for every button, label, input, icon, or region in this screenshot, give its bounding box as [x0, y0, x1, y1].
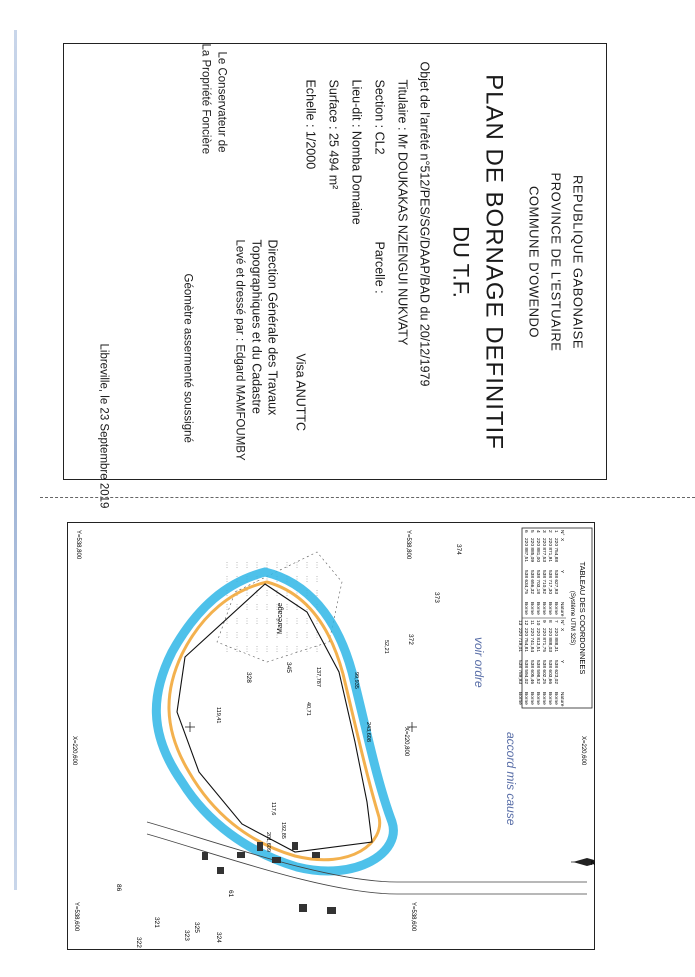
parcel-number: 328 [245, 672, 252, 683]
grid-crosses [185, 722, 417, 732]
table-cell: 2 [547, 530, 552, 533]
dimension-labels [215, 640, 389, 852]
parcel-number: 61 [227, 890, 234, 898]
echelle-line: Echelle : 1/2000 [303, 79, 317, 169]
orange-highlight [169, 582, 380, 860]
conservateur-line-2: La Propriété Foncière [199, 43, 211, 154]
conservateur-line-1: Le Conservateur de [215, 51, 227, 153]
road-line-1 [147, 822, 587, 882]
parcel-number: 323 [183, 930, 190, 941]
table-title: TABLEAU DES COORDONNEES [578, 561, 587, 675]
table-cell: 10 [535, 620, 540, 626]
table-cell: 538 602,25 [541, 660, 546, 685]
table-cell: 13 [517, 620, 522, 626]
plan-title: PLAN DE BORNAGE DEFINITIF [480, 73, 507, 450]
table-cell: 220 887,51 [523, 538, 528, 563]
table-cell: Borne [523, 692, 528, 705]
table-header-cell: Y [559, 660, 564, 664]
handwriting-note-1: voir ordre [472, 637, 486, 688]
table-cell: 4 [535, 530, 540, 533]
geometre-line: Géomètre assermenté soussigné [181, 273, 193, 443]
table-cell: 220 885,09 [529, 538, 534, 563]
north-label: N [591, 861, 595, 867]
parcel-number: 374 [455, 544, 462, 555]
handwriting-note-2: accord mis cause [504, 732, 518, 826]
table-header-cell: Y [559, 570, 564, 574]
grid-label-x-left: X=220,600 [71, 736, 77, 766]
direction-line-1: Direction Générale des Travaux [265, 239, 279, 415]
table-cell: Borne [535, 692, 540, 705]
table-cell: 538 789,93 [517, 660, 522, 685]
lieu-dit-line: Lieu-dit : Nomba Domaine [349, 79, 363, 225]
blue-highlight [156, 572, 393, 871]
table-cell: 9 [541, 620, 546, 623]
table-cell: Borne [529, 602, 534, 615]
dimension-label: 192,85 [280, 822, 286, 839]
table-cell: 538 656,32 [529, 570, 534, 595]
table-cell: Borne [547, 692, 552, 705]
title-block [63, 43, 607, 508]
country-name: REPUBLIQUE GABONAISE [570, 174, 585, 349]
table-cell: 538 594,02 [523, 660, 528, 685]
table-cell: 220 871,75 [541, 628, 546, 653]
commune-name: COMMUNE D'OWENDO [526, 185, 541, 338]
parcel-number: 324 [215, 932, 222, 943]
table-cell: 538 623,02 [553, 660, 558, 685]
table-cell: Borne [535, 602, 540, 615]
table-cell: Borne [541, 692, 546, 705]
table-header-cell: N° [559, 530, 564, 536]
table-cell: 7 [553, 620, 558, 623]
dimension-label: 40,71 [305, 702, 311, 716]
visa-line: Visa ANUTTC [293, 353, 307, 431]
table-cell: 220 813,51 [535, 628, 540, 653]
grid-label-x-center: X=220,800 [403, 727, 409, 757]
grid-label-y-mid-top: Y=538,800 [405, 530, 411, 560]
grid-label-y-top: Y=538,800 [75, 530, 81, 560]
cadastral-map [67, 522, 595, 950]
table-cell: Borne [517, 692, 522, 705]
table-cell: 220 888,03 [547, 628, 552, 653]
objet-line: Objet de l'arrêté n°512/PES/SG/DAAP/BAD du 20/12/1979 [417, 61, 431, 386]
table-cell: 538 703,18 [535, 570, 540, 595]
table-cell: 12 [523, 620, 528, 626]
table-cell: Borne [523, 602, 528, 615]
scan-edge [14, 30, 17, 890]
table-cell: Borne [553, 692, 558, 705]
table-cell: 220 754,81 [523, 628, 528, 653]
dimension-label: 201,609 [265, 832, 271, 852]
grid-label-x-right: X=220,600 [580, 736, 586, 766]
dimension-label: 137,787 [315, 667, 321, 687]
parcel-number: 372 [407, 634, 414, 645]
fold-line [40, 497, 695, 498]
table-cell: 220 719,01 [517, 628, 522, 653]
table-cell: 538 605,46 [529, 660, 534, 685]
north-arrow [571, 858, 595, 867]
table-cell: Borne [529, 692, 534, 705]
table-cell: Borne [547, 602, 552, 615]
table-cell: 11 [529, 620, 534, 625]
dimension-label: 119,41 [215, 707, 221, 724]
grid-label-y-bottom-2: Y=538,600 [410, 902, 416, 932]
dimension-label: 99,935 [353, 672, 359, 689]
surface-line: Surface : 25 494 m² [326, 79, 340, 189]
table-cell: 1 [553, 530, 558, 533]
coordinate-table [517, 528, 592, 708]
table-cell: 538 603,66 [547, 660, 552, 685]
parcel-number: 86 [115, 884, 122, 892]
table-cell: Borne [541, 602, 546, 615]
parcel-number: 325 [193, 922, 200, 933]
grid-label-y-bottom: Y=538,600 [73, 902, 79, 932]
table-cell: 220 877,53 [541, 538, 546, 563]
table-cell: 5 [529, 530, 534, 533]
marsh-label: Marécage [277, 602, 284, 634]
parcel-number: 373 [433, 592, 440, 603]
table-cell: 538 717,30 [547, 570, 552, 595]
table-header-cell: X [559, 538, 564, 542]
direction-line-2: Topographiques et du Cadastre [249, 239, 263, 414]
table-cell: 220 741,84 [529, 628, 534, 653]
table-cell: 8 [547, 620, 552, 623]
table-cell: 538 598,52 [535, 660, 540, 685]
table-header-cell: Nature [559, 602, 564, 617]
section-line: Section : CL2 [372, 79, 386, 155]
dimension-label: 117,6 [270, 802, 276, 816]
table-cell: 220 888,31 [553, 628, 558, 653]
table-header-cell: X [559, 628, 564, 632]
titulaire-line: Titulaire : Mr DOUKAKAS NZIENGUI NUKVATY [395, 79, 409, 345]
plan-subtitle: DU T.F. [448, 225, 473, 298]
leve-line: Levé et dressé par : Edgard MAMFOUMBY [233, 239, 245, 461]
table-subtitle: (Système UTM 32S) [569, 590, 575, 646]
table-cell: 3 [541, 530, 546, 533]
table-cell: 220 871,91 [547, 538, 552, 563]
table-cell: 6 [523, 530, 528, 533]
table-rows [517, 530, 566, 707]
table-cell: 220 754,88 [553, 538, 558, 563]
table-cell: 538 634,75 [523, 570, 528, 595]
dimension-label: 52,21 [383, 640, 389, 654]
table-header-cell: N° [559, 620, 564, 626]
parcelle-line: Parcelle : [372, 241, 386, 294]
table-cell: 538 710,92 [541, 570, 546, 595]
table-header-cell: Nature [559, 692, 564, 707]
table-cell: Borne [553, 602, 558, 615]
date-line: Libreville, le 23 Septembre 2019 [97, 343, 109, 508]
parcel-number: 345 [285, 662, 292, 673]
parcel-number: 322 [135, 937, 142, 948]
table-cell: 538 627,93 [553, 570, 558, 595]
parcel-number: 321 [153, 917, 160, 928]
province-name: PROVINCE DE L'ESTUAIRE [548, 172, 563, 351]
dimension-label: 243,608 [365, 722, 371, 742]
table-cell: 220 881,00 [535, 538, 540, 563]
